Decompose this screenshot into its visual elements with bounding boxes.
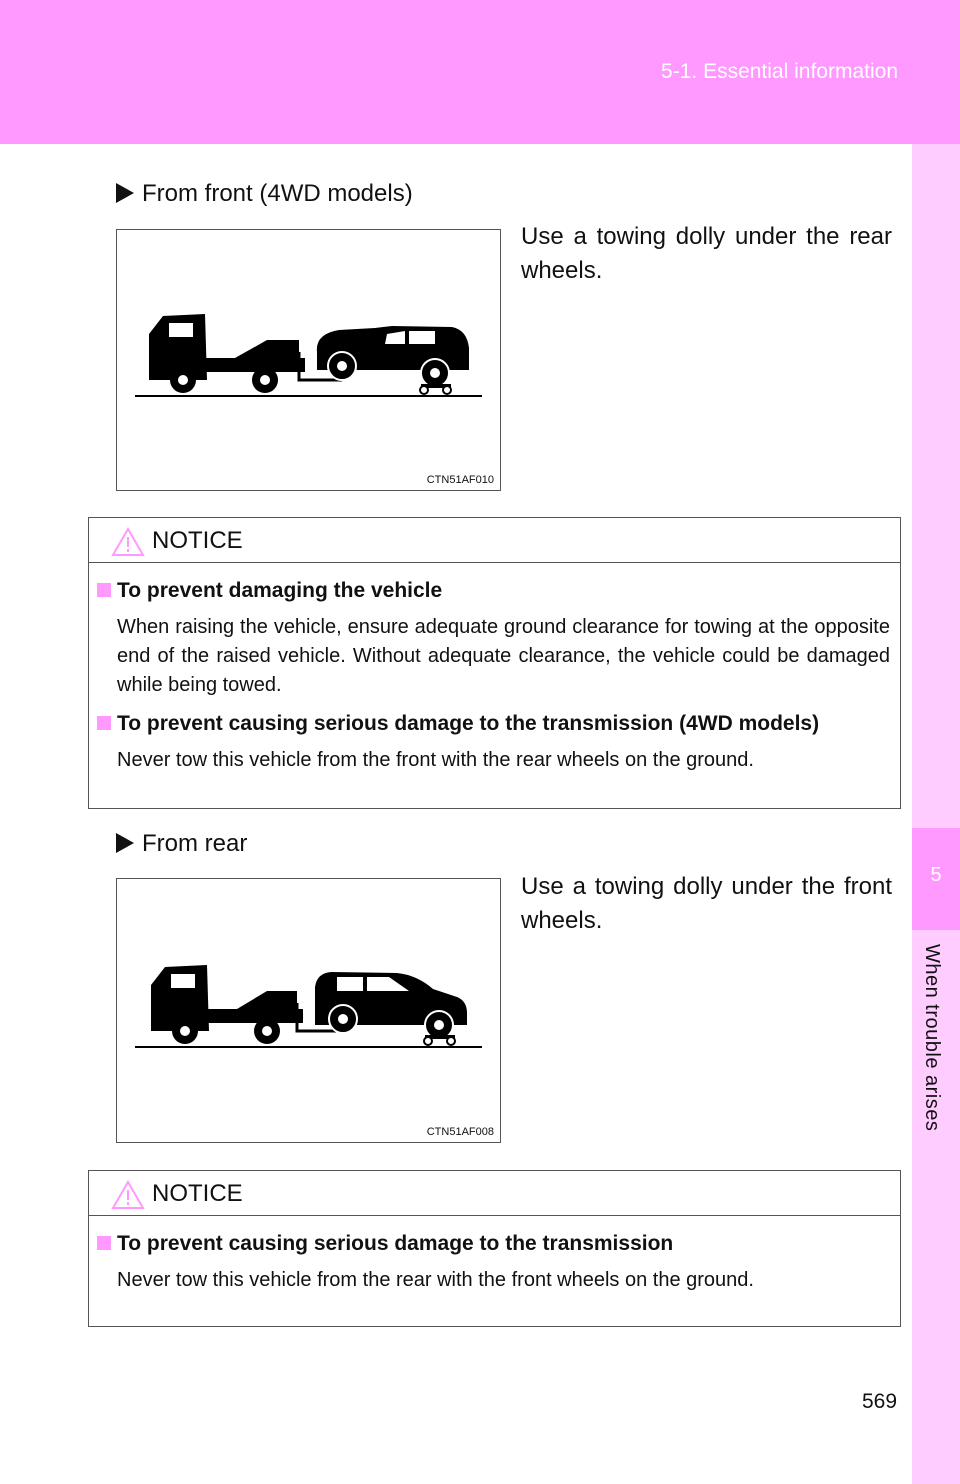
section-heading-rear: [116, 830, 247, 858]
notice-header: [89, 518, 900, 563]
figure-code: CTN51AF010: [426, 474, 494, 486]
tow-truck-dolly-icon: [117, 879, 500, 1142]
notice-body: [89, 563, 900, 801]
notice-box-1: [88, 517, 901, 809]
notice-item-title: To prevent causing serious damage to the transmission (4WD models): [97, 712, 890, 736]
square-bullet-icon: [97, 1236, 111, 1250]
section-description-rear: Use a towing dolly under the front wheels.: [521, 873, 892, 934]
notice-item-text: Never tow this vehicle from the rear with the front wheels on the ground.: [117, 1269, 754, 1291]
section-description-front: Use a towing dolly under the rear wheels.: [521, 223, 892, 284]
notice-title: NOTICE: [152, 527, 243, 554]
figure-code: CTN51AF008: [426, 1126, 494, 1138]
warning-triangle-icon: [111, 527, 145, 557]
notice-title: NOTICE: [152, 1180, 243, 1207]
section-heading-text: From rear: [142, 830, 248, 857]
towing-illustration-rear: [116, 878, 501, 1143]
triangle-bullet-icon: [116, 833, 134, 853]
page-header: [0, 0, 960, 144]
notice-item-text: When raising the vehicle, ensure adequate ground clearance for towing at the opposite end of the raised vehicle. Without adequate clearance, the vehicle could be damaged while being towed.: [117, 616, 890, 696]
square-bullet-icon: [97, 716, 111, 730]
notice-item-text: Never tow this vehicle from the front with the rear wheels on the ground.: [117, 749, 754, 771]
page-number: 569: [862, 1390, 898, 1413]
chapter-title: When trouble arises: [921, 944, 943, 1132]
notice-item-title: To prevent causing serious damage to the transmission: [97, 1232, 890, 1256]
notice-header: [89, 1171, 900, 1216]
square-bullet-icon: [97, 583, 111, 597]
notice-box-2: [88, 1170, 901, 1327]
section-heading-front: [116, 180, 413, 208]
section-title: 5-1. Essential information: [661, 60, 898, 83]
chapter-number: 5: [930, 864, 942, 886]
notice-item-title: To prevent damaging the vehicle: [97, 579, 890, 603]
towing-illustration-front: [116, 229, 501, 491]
chapter-side-tab: [912, 144, 960, 1484]
tow-truck-dolly-icon: [117, 230, 500, 490]
warning-triangle-icon: [111, 1180, 145, 1210]
section-heading-text: From front (4WD models): [142, 180, 413, 207]
notice-body: [89, 1216, 900, 1321]
triangle-bullet-icon: [116, 183, 134, 203]
